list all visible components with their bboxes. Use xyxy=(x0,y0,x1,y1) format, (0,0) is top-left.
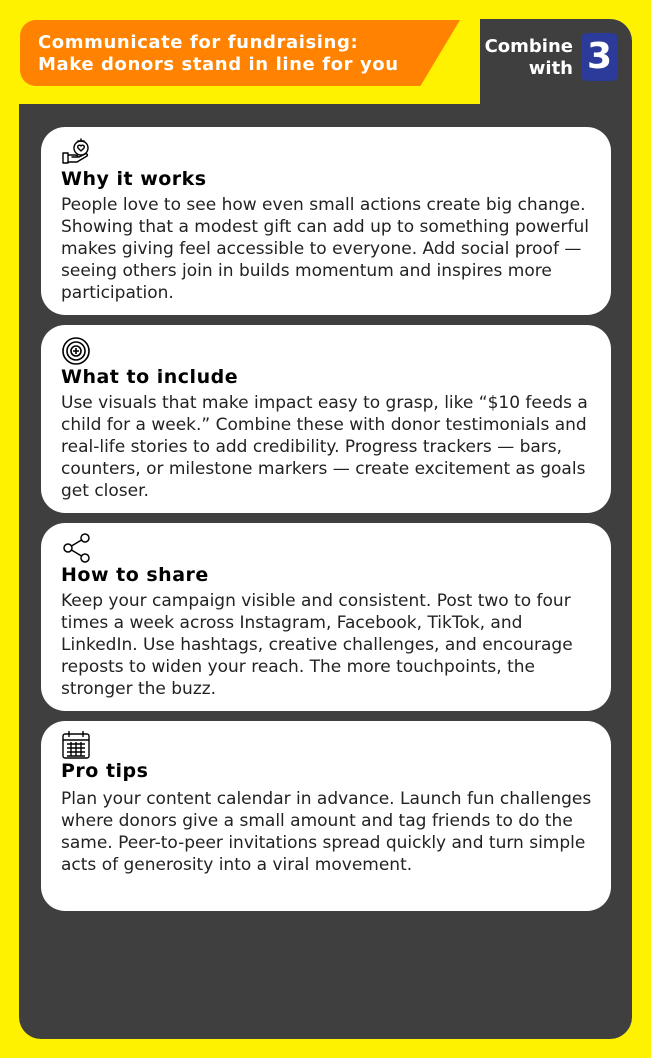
combine-line-2: with xyxy=(528,58,573,79)
card-body: Keep your campaign visible and consistent. Post two to four times a week across Instagram, Facebook, TikTok, and LinkedIn. Use hashtags, creative challenges, and encourage reposts to widen your reach. The more touchpoints, the stronger the buzz. xyxy=(61,591,573,699)
calendar-icon xyxy=(61,730,91,760)
hand-heart-icon xyxy=(61,137,93,169)
card-how-to-share xyxy=(41,523,611,711)
card-body: Use visuals that make impact easy to grasp, like “$10 feeds a child for a week.” Combine these with donor testimonials and real-life stories to add credibility. Progress trackers — bars, counters, or milestone markers — create excitement as goals get closer. xyxy=(61,393,588,501)
card-what-to-include xyxy=(41,325,611,513)
page-title xyxy=(38,32,428,76)
combine-number-badge: 3 xyxy=(581,33,618,81)
card-title: How to share xyxy=(61,564,209,586)
title-line-2: Make donors stand in line for you xyxy=(38,54,399,75)
combine-line-1: Combine xyxy=(484,36,573,57)
card-body: Plan your content calendar in advance. Launch fun challenges where donors give a small amount and tag friends to do the same. Peer-to-peer invitations spread quickly and turn simple acts of generosity into a viral movement. xyxy=(61,789,592,875)
card-body: People love to see how even small actions create big change. Showing that a modest gift can add up to something powerful makes giving feel accessible to everyone. Add social proof — seeing others join in builds momentum and inspires more participation. xyxy=(61,195,589,303)
combine-label xyxy=(485,36,573,80)
card-title: What to include xyxy=(61,366,239,388)
share-icon xyxy=(61,532,93,564)
target-plus-icon xyxy=(61,336,91,366)
card-title: Pro tips xyxy=(61,760,149,782)
title-line-1: Communicate for fundraising: xyxy=(38,32,359,53)
card-pro-tips xyxy=(41,721,611,911)
card-why-it-works xyxy=(41,127,611,315)
card-title: Why it works xyxy=(61,168,207,190)
